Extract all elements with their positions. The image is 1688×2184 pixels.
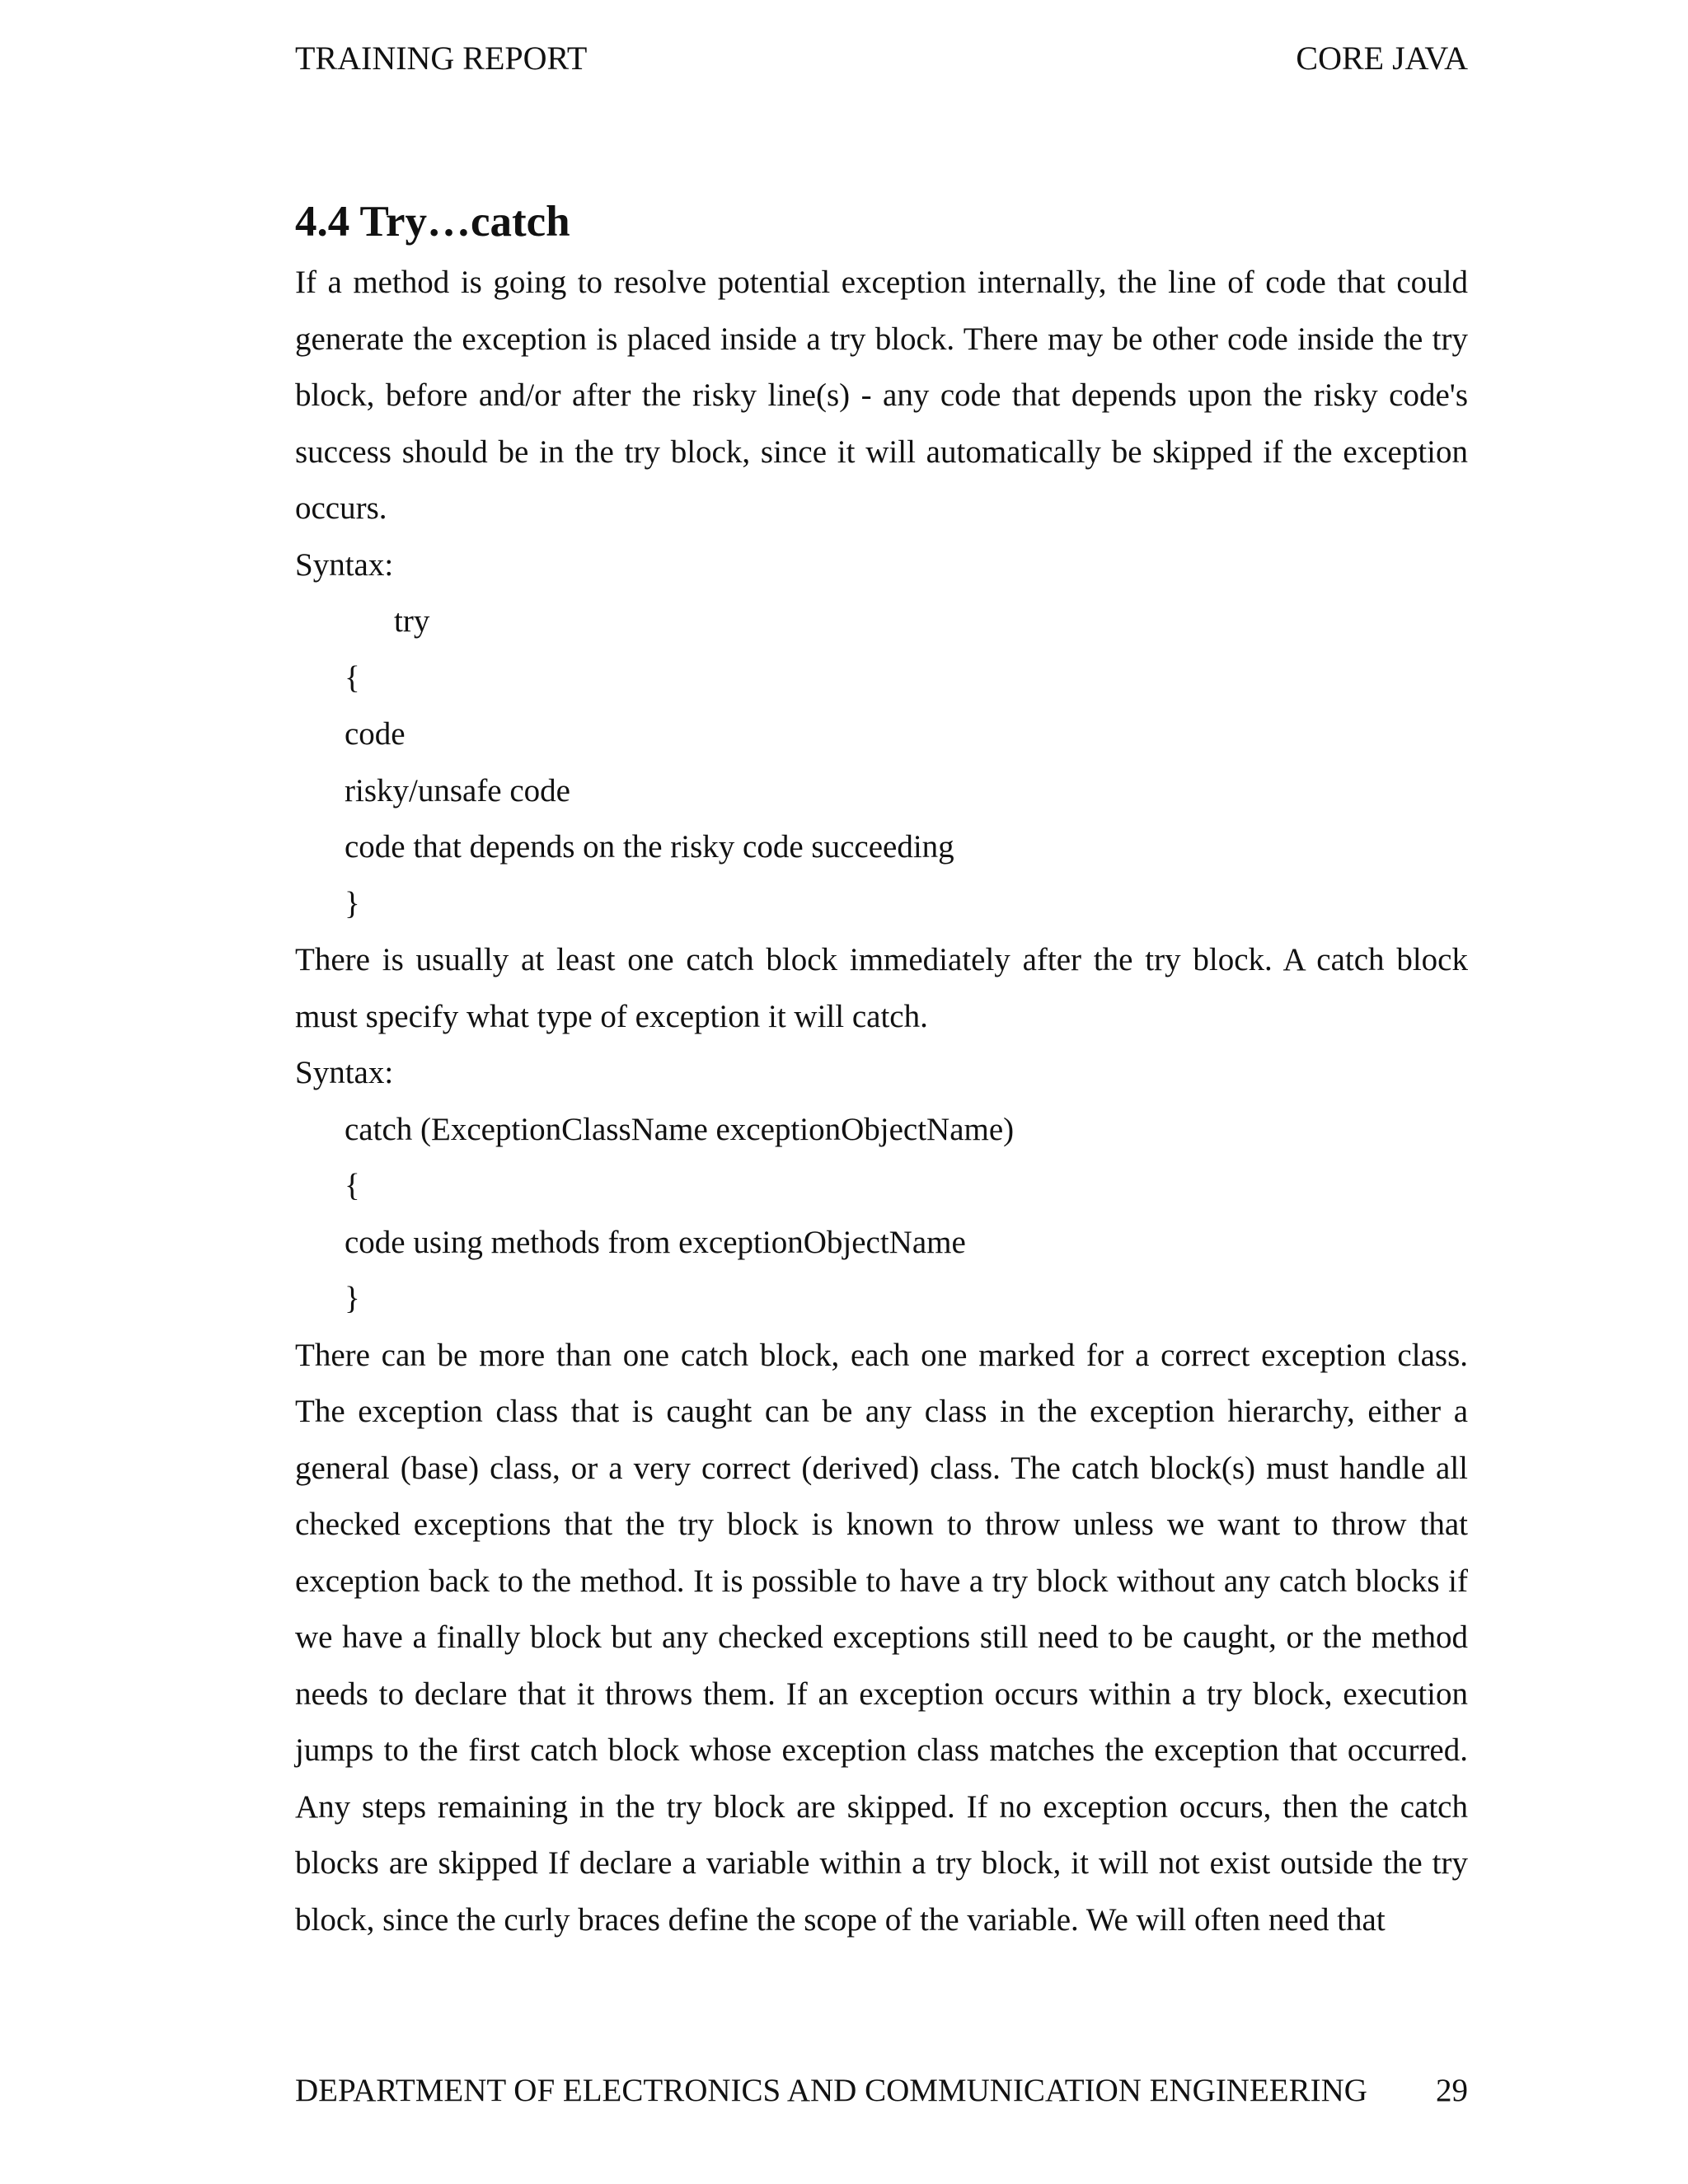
code-line: catch (ExceptionClassName exceptionObjectName) [345, 1111, 1015, 1147]
code-line: try [394, 603, 430, 639]
paragraph-catch-intro: There is usually at least one catch block immediately after the try block. A catch block must specify what type of exception it will catch. [295, 942, 1468, 1034]
code-line: } [345, 885, 360, 921]
paragraph-try-intro: If a method is going to resolve potential exception internally, the line of code that could generate the exception is placed inside a try block. There may be other code inside the try block, before and/or after the risky line(s) - any code that depends upon the risky code's success should be in the try block, since it will automatically be skipped if the exception occurs. [295, 265, 1468, 526]
code-line: risky/unsafe code [345, 772, 570, 808]
code-line: { [345, 659, 360, 696]
code-line: { [345, 1168, 360, 1203]
footer-department: DEPARTMENT OF ELECTRONICS AND COMMUNICATION ENGINEERING [295, 2073, 1367, 2108]
header-subject: CORE JAVA [1296, 40, 1468, 77]
code-line: } [345, 1281, 360, 1316]
syntax-label: Syntax: [295, 546, 394, 583]
catch-syntax-block [295, 1102, 1468, 1328]
code-line: code using methods from exceptionObjectName [345, 1224, 966, 1260]
section-heading: 4.4 Try…catch [295, 198, 570, 246]
code-line: code that depends on the risky code succeeding [345, 829, 954, 865]
syntax-label: Syntax: [295, 1055, 394, 1090]
paragraph-catch-details: There can be more than one catch block, each one marked for a correct exception class. The exception class that is caught can be any class in the exception hierarchy, either a general (base) class, or a very correct (derived) class. The catch block(s) must handle all checked exceptions that the try block is known to throw unless we want to throw that exception back to the method. It is possible to have a try block without any catch blocks if we have a finally block but any checked exceptions still need to be caught, or the method needs to declare that it throws them. If an exception occurs within a try block, execution jumps to the first catch block whose exception class matches the exception that occurred. Any steps remaining in the try block are skipped. If no exception occurs, then the catch blocks are skipped If declare a variable within a try block, it will not exist outside the try block, since the curly braces define the scope of the variable. We will often need that [295, 1337, 1468, 1938]
page-number: 29 [1436, 2073, 1468, 2108]
try-syntax-block [295, 593, 1468, 932]
header-report-title: TRAINING REPORT [295, 40, 588, 77]
code-line: code [345, 716, 406, 752]
page-content [295, 195, 1468, 1948]
